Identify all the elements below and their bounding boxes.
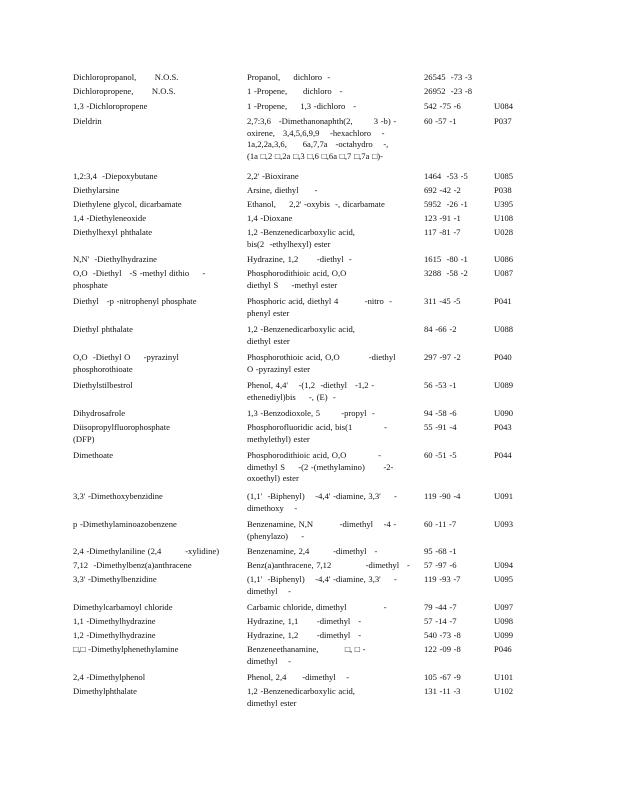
substance-name: Dimethylcarbamoyl chloride xyxy=(73,602,173,612)
substance-name: 2,4 -Dimethylaniline (2,4 -xylidine) xyxy=(73,546,220,556)
cas-number: 119 -93 -7 xyxy=(424,574,461,584)
substance-name: 7,12 -Dimethylbenz(a)anthracene xyxy=(73,560,192,570)
chemical-synonym: Benzenamine, N,N -dimethyl -4 - (phenylazo) - xyxy=(247,519,397,541)
cas-number: 60 -57 -1 xyxy=(424,116,457,126)
waste-code: P041 xyxy=(494,296,512,306)
chemical-synonym: Phenol, 2,4 -dimethyl - xyxy=(247,672,350,682)
waste-code: U088 xyxy=(494,324,514,334)
cas-number: 122 -09 -8 xyxy=(424,644,461,654)
waste-code: U087 xyxy=(494,268,514,278)
substance-name: Diisopropylfluorophosphate (DFP) xyxy=(73,422,170,444)
waste-code: U093 xyxy=(494,519,514,529)
chemical-synonym: Benzenamine, 2,4 -dimethyl - xyxy=(247,546,378,556)
chemical-synonym: Phosphorodithioic acid, O,O diethyl S -methyl ester xyxy=(247,268,347,290)
waste-code: U084 xyxy=(494,101,514,111)
substance-name: Dihydrosafrole xyxy=(73,408,126,418)
substance-name: 1,4 -Diethyleneoxide xyxy=(73,213,147,223)
chemical-synonym: (1,1' -Biphenyl) -4,4' -diamine, 3,3' - dimethyl - xyxy=(247,574,397,596)
substance-name: Diethylstilbestrol xyxy=(73,380,133,390)
cas-number: 60 -51 -5 xyxy=(424,450,457,460)
chemical-synonym: Benzeneethanamine, □, □ - dimethyl - xyxy=(247,644,366,666)
cas-number: 55 -91 -4 xyxy=(424,422,457,432)
substance-name: Dimethoate xyxy=(73,450,114,460)
waste-code: U102 xyxy=(494,686,514,696)
cas-number: 297 -97 -2 xyxy=(424,352,461,362)
chemical-synonym: Phosphorothioic acid, O,O -diethyl O -pyrazinyl ester xyxy=(247,352,396,374)
chemical-synonym: Arsine, diethyl - xyxy=(247,185,318,195)
substance-name: Dimethylphthalate xyxy=(73,686,137,696)
cas-number: 105 -67 -9 xyxy=(424,672,461,682)
cas-number: 540 -73 -8 xyxy=(424,630,461,640)
substance-name: Diethylarsine xyxy=(73,185,120,195)
cas-number: 94 -58 -6 xyxy=(424,408,457,418)
substance-name: 3,3' -Dimethoxybenzidine xyxy=(73,491,163,501)
chemical-synonym: 1,4 -Dioxane xyxy=(247,213,293,223)
chemical-synonym: 2,7:3,6 -Dimethanonaphth(2, 3 -b) - oxirene, 3,4,5,6,9,9 -hexachloro - 1a,2,2a,3,6, 6a,7,7a -octahydro -, (1a □,2 □,2a □,3 □,6 □,6a □,7 □,7a □)- xyxy=(247,116,397,161)
chemical-synonym: Phosphorodithioic acid, O,O - dimethyl S -(2 -(methylamino) -2- oxoethyl) ester xyxy=(247,450,394,483)
cas-number: 119 -90 -4 xyxy=(424,491,461,501)
cas-number: 3288 -58 -2 xyxy=(424,268,468,278)
chemical-synonym: Benz(a)anthracene, 7,12 -dimethyl - xyxy=(247,560,410,570)
chemical-synonym: 1 -Propene, dichloro - xyxy=(247,86,343,96)
cas-number: 542 -75 -6 xyxy=(424,101,461,111)
cas-number: 5952 -26 -1 xyxy=(424,199,468,209)
substance-name: Dichloropropene, N.O.S. xyxy=(73,86,176,96)
chemical-synonym: Ethanol, 2,2' -oxybis -, dicarbamate xyxy=(247,199,385,209)
waste-code: U094 xyxy=(494,560,514,570)
waste-code: U091 xyxy=(494,491,514,501)
substance-name: Diethyl phthalate xyxy=(73,324,133,334)
waste-code: U090 xyxy=(494,408,514,418)
substance-name: Dieldrin xyxy=(73,116,102,126)
chemical-synonym: Phenol, 4,4' -(1,2 -diethyl -1,2 - ethenediyl)bis -, (E) - xyxy=(247,380,375,402)
substance-name: 1,1 -Dimethylhydrazine xyxy=(73,616,156,626)
waste-code: P043 xyxy=(494,422,512,432)
chemical-synonym: Phosphoric acid, diethyl 4 -nitro - phenyl ester xyxy=(247,296,392,318)
waste-code: U095 xyxy=(494,574,514,584)
waste-code: U395 xyxy=(494,199,514,209)
chemical-synonym: Propanol, dichloro - xyxy=(247,72,331,82)
substance-name: Diethylhexyl phthalate xyxy=(73,227,153,237)
substance-name: Diethylene glycol, dicarbamate xyxy=(73,199,182,209)
waste-code: U028 xyxy=(494,227,514,237)
cas-number: 123 -91 -1 xyxy=(424,213,461,223)
waste-code: P037 xyxy=(494,116,512,126)
chemical-synonym: 1,2 -Benzenedicarboxylic acid, dimethyl ester xyxy=(247,686,355,708)
chemical-synonym: Hydrazine, 1,2 -dimethyl - xyxy=(247,630,362,640)
cas-number: 60 -11 -7 xyxy=(424,519,457,529)
substance-name: □,□ -Dimethylphenethylamine xyxy=(73,644,179,654)
cas-number: 1464 -53 -5 xyxy=(424,171,468,181)
chemical-synonym: Phosphorofluoridic acid, bis(1 - methylethyl) ester xyxy=(247,422,387,444)
waste-code: U085 xyxy=(494,171,514,181)
cas-number: 57 -97 -6 xyxy=(424,560,457,570)
cas-number: 26545 -73 -3 xyxy=(424,72,473,82)
waste-code: P046 xyxy=(494,644,512,654)
substance-name: 3,3' -Dimethylbenzidine xyxy=(73,574,157,584)
cas-number: 1615 -80 -1 xyxy=(424,254,468,264)
chemical-synonym: Hydrazine, 1,2 -diethyl - xyxy=(247,254,352,264)
chemical-synonym: 1,3 -Benzodioxole, 5 -propyl - xyxy=(247,408,375,418)
cas-number: 692 -42 -2 xyxy=(424,185,461,195)
cas-number: 79 -44 -7 xyxy=(424,602,457,612)
substance-name: 1,2 -Dimethylhydrazine xyxy=(73,630,156,640)
waste-code: P044 xyxy=(494,450,512,460)
waste-code: U097 xyxy=(494,602,514,612)
waste-code: U108 xyxy=(494,213,514,223)
substance-name: Diethyl -p -nitrophenyl phosphate xyxy=(73,296,197,306)
cas-number: 56 -53 -1 xyxy=(424,380,457,390)
cas-number: 26952 -23 -8 xyxy=(424,86,473,96)
chemical-synonym: 1 -Propene, 1,3 -dichloro - xyxy=(247,101,357,111)
chemical-synonym: 1,2 -Benzenedicarboxylic acid, bis(2 -ethylhexyl) ester xyxy=(247,227,355,249)
cas-number: 95 -68 -1 xyxy=(424,546,457,556)
waste-code: U098 xyxy=(494,616,514,626)
substance-name: p -Dimethylaminoazobenzene xyxy=(73,519,177,529)
cas-number: 57 -14 -7 xyxy=(424,616,457,626)
substance-name: O,O -Diethyl O -pyrazinyl phosphorothioate xyxy=(73,352,179,374)
chemical-synonym: Carbamic chloride, dimethyl - xyxy=(247,602,387,612)
substance-name: Dichloropropanol, N.O.S. xyxy=(73,72,179,82)
waste-code: P038 xyxy=(494,185,512,195)
chemical-synonym: 1,2 -Benzenedicarboxylic acid, diethyl ester xyxy=(247,324,355,346)
substance-name: O,O -Diethyl -S -methyl dithio - phosphate xyxy=(73,268,206,290)
chemical-synonym: (1,1' -Biphenyl) -4,4' -diamine, 3,3' - dimethoxy - xyxy=(247,491,397,513)
substance-name: 1,2:3,4 -Diepoxybutane xyxy=(73,171,158,181)
substance-name: 2,4 -Dimethylphenol xyxy=(73,672,146,682)
substance-name: 1,3 -Dichloropropene xyxy=(73,101,148,111)
chemical-synonym: Hydrazine, 1,1 -dimethyl - xyxy=(247,616,362,626)
waste-code: U089 xyxy=(494,380,514,390)
substance-name: N,N' -Diethylhydrazine xyxy=(73,254,157,264)
cas-number: 131 -11 -3 xyxy=(424,686,461,696)
waste-code: U101 xyxy=(494,672,514,682)
chemical-synonym: 2,2' -Bioxirane xyxy=(247,171,299,181)
waste-code: U099 xyxy=(494,630,514,640)
cas-number: 84 -66 -2 xyxy=(424,324,457,334)
waste-code: P040 xyxy=(494,352,512,362)
waste-code: U086 xyxy=(494,254,514,264)
cas-number: 117 -81 -7 xyxy=(424,227,461,237)
cas-number: 311 -45 -5 xyxy=(424,296,461,306)
